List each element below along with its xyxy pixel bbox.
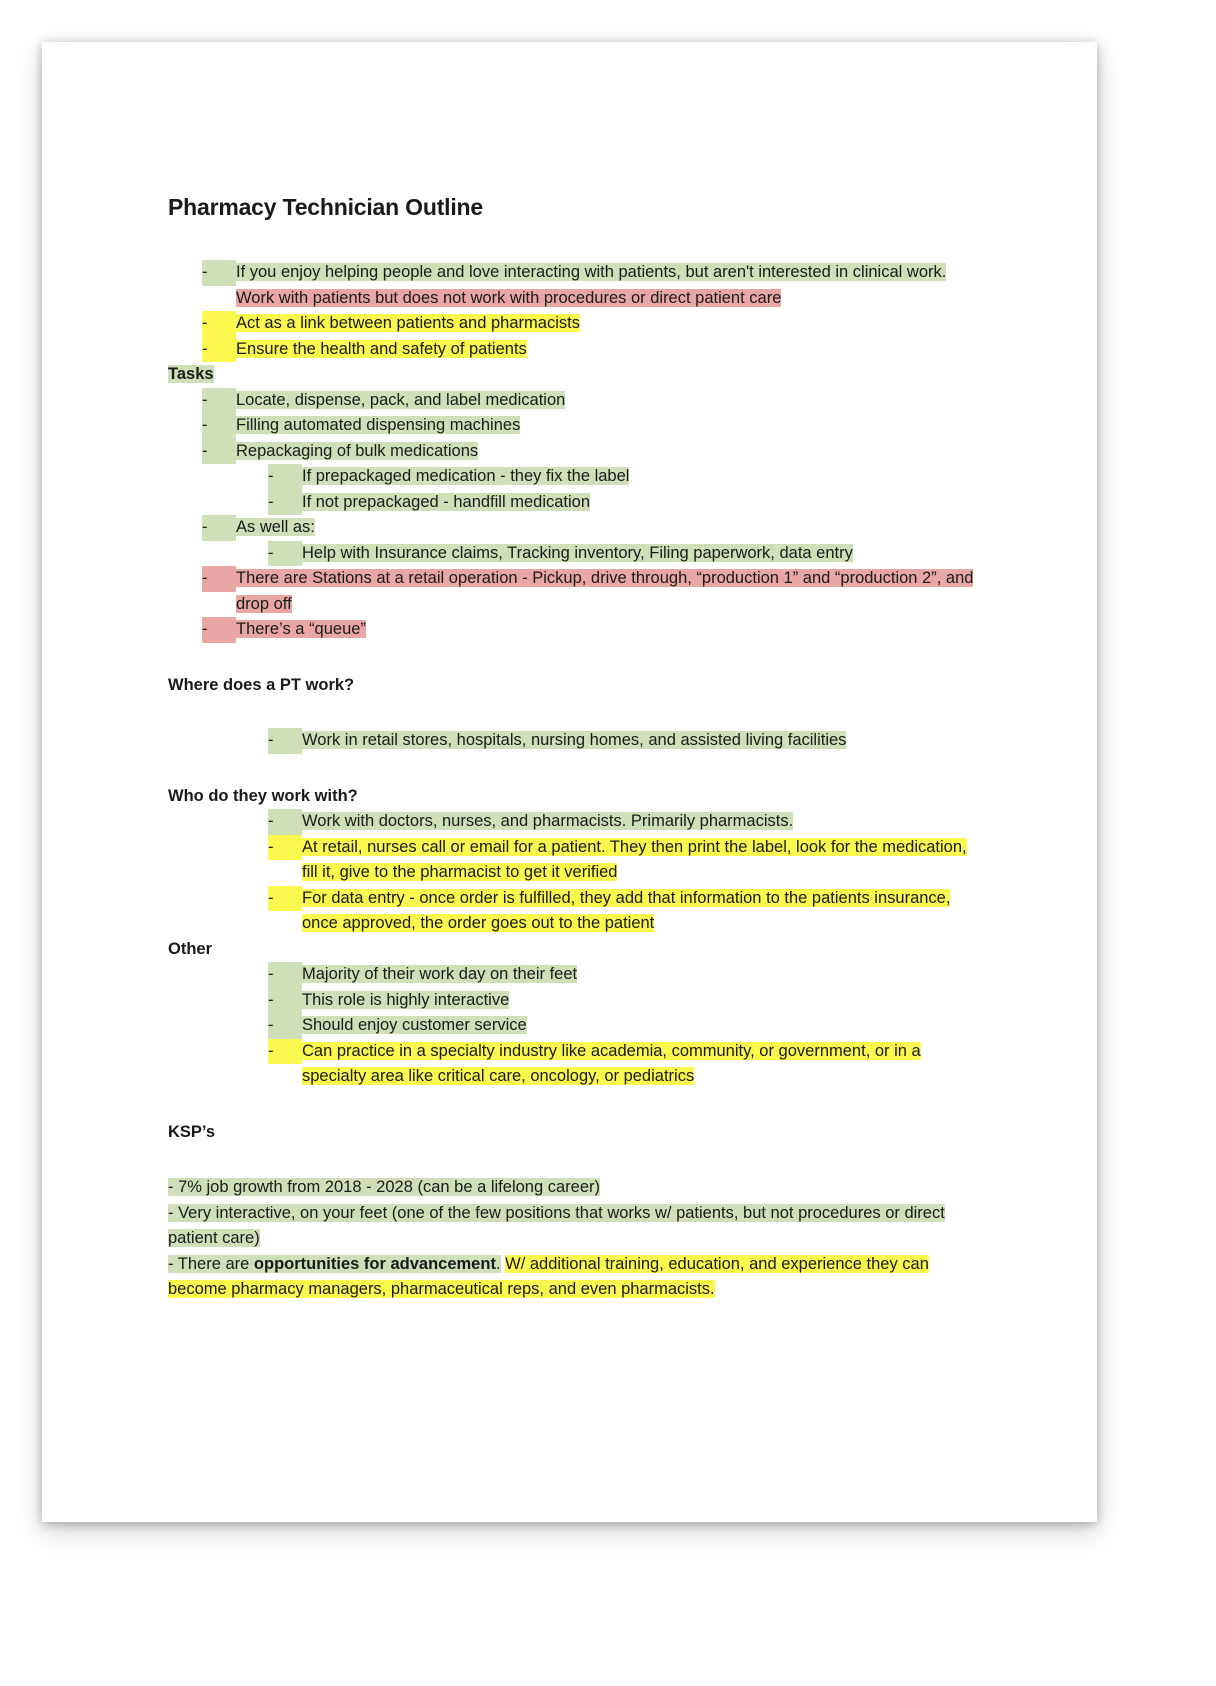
who-bullet-list (168, 809, 978, 937)
list-item-text (302, 1016, 527, 1034)
document-page (42, 42, 1097, 1522)
list-item (202, 413, 978, 439)
list-item-text (236, 416, 520, 434)
document-body (168, 192, 978, 1303)
section-heading-tasks (168, 362, 978, 388)
bullet-list-level-2 (268, 809, 978, 937)
text-run: Ensure the health and safety of patients (236, 339, 527, 358)
list-item (202, 617, 978, 643)
list-item-text (236, 263, 946, 307)
list-item (202, 388, 978, 414)
text-run: Work with patients but does not work with procedures or direct patient care (236, 288, 782, 307)
section-heading-ksp (168, 1120, 978, 1146)
text-run: Filling automated dispensing machines (236, 416, 521, 434)
list-item (268, 988, 978, 1014)
bullet-dash-icon: - (202, 439, 236, 465)
list-item-text (302, 493, 590, 511)
list-item (202, 260, 978, 311)
bullet-list-level-2 (268, 464, 978, 515)
bullet-dash-icon: - (268, 1039, 302, 1065)
text-run: Work in retail stores, hospitals, nursing homes, and assisted living facilities (302, 731, 847, 749)
text-run: If you enjoy helping people and love interacting with patients, but aren't interested in clinical work. (236, 263, 947, 281)
list-item (268, 728, 978, 754)
section-heading-who (168, 784, 978, 810)
section-other (168, 937, 978, 1090)
list-item (268, 464, 978, 490)
text-run: Can practice in a specialty industry like academia, community, or government, or in a specialty area like critical care, oncology, or pediatrics (302, 1041, 921, 1085)
section-where (168, 673, 978, 754)
text-run: At retail, nurses call or email for a patient. They then print the label, look for the medication, fill it, give to the pharmacist to get it verified (302, 837, 967, 881)
text-run: Work with doctors, nurses, and pharmacists. Primarily pharmacists. (302, 812, 794, 830)
list-item (202, 515, 978, 541)
bullet-list-level-2 (268, 541, 978, 567)
text-run: If prepackaged medication - they fix the label (302, 467, 630, 485)
section-heading-other (168, 937, 978, 963)
bullet-list-level-1 (202, 566, 978, 643)
section-heading-ksp-label: KSP’s (168, 1122, 216, 1141)
bullet-dash-icon: - (268, 464, 302, 490)
ksp-paragraph (168, 1201, 978, 1252)
bullet-list-level-2 (268, 962, 978, 1090)
section-heading-where (168, 673, 978, 699)
text-run: Act as a link between patients and pharmacists (236, 314, 580, 332)
intro-bullet-list (202, 260, 978, 362)
text-run: Locate, dispense, pack, and label medication (236, 390, 566, 409)
list-item (268, 1013, 978, 1039)
list-item (202, 337, 978, 363)
text-run: If not prepackaged - handfill medication (302, 492, 591, 511)
bullet-dash-icon: - (268, 1013, 302, 1039)
text-run: - Very interactive, on your feet (one of the few positions that works w/ patients, but not procedures or direct patient care) (168, 1203, 945, 1247)
list-item-text (302, 838, 967, 882)
list-item-text (302, 731, 846, 749)
bullet-dash-icon: - (202, 617, 236, 643)
section-heading-where-label: Where does a PT work? (168, 675, 355, 694)
bullet-dash-icon: - (202, 515, 236, 541)
list-item (268, 490, 978, 516)
text-run: For data entry - once order is fulfilled, they add that information to the patients insurance, once approved, the order goes out to the patient (302, 888, 951, 932)
text-run: W/ additional training, education, and experience they can become pharmacy managers, pharmaceutical reps, and even pharmacists. (168, 1254, 929, 1298)
page-title: Pharmacy Technician Outline (168, 194, 483, 220)
bullet-dash-icon: - (268, 988, 302, 1014)
list-item-text (236, 569, 973, 613)
text-run: Help with Insurance claims, Tracking inventory, Filing paperwork, data entry (302, 543, 853, 562)
list-item (202, 311, 978, 337)
ksp-paragraph (168, 1175, 978, 1201)
list-item-text (236, 314, 580, 332)
document-page-container (42, 42, 1097, 1522)
text-run: - 7% job growth from 2018 - 2028 (can be a lifelong career) (168, 1178, 600, 1196)
bullet-dash-icon: - (202, 413, 236, 439)
bullet-dash-icon: - (268, 809, 302, 835)
section-heading-who-label: Who do they work with? (168, 786, 358, 805)
text-run: . (495, 1254, 501, 1273)
where-bullet-list (168, 728, 978, 754)
list-item-text (236, 518, 315, 536)
bullet-list-level-1 (202, 388, 978, 465)
list-item-text (302, 812, 793, 830)
list-item-text (302, 467, 629, 485)
ksp-paragraphs (168, 1175, 978, 1303)
list-item (268, 809, 978, 835)
list-item (268, 541, 978, 567)
list-item (202, 566, 978, 617)
bullet-list-level-2 (268, 728, 978, 754)
bullet-dash-icon: - (268, 541, 302, 567)
section-heading-other-label: Other (168, 939, 213, 958)
list-item-text (236, 391, 565, 409)
list-item-text (302, 544, 853, 562)
bullet-dash-icon: - (268, 886, 302, 912)
bullet-list-level-1 (202, 515, 978, 541)
list-item (268, 835, 978, 886)
section-tasks (168, 362, 978, 643)
list-item-text (236, 620, 366, 638)
list-item-text (302, 1042, 921, 1086)
bullet-dash-icon: - (268, 728, 302, 754)
bullet-dash-icon: - (202, 311, 236, 337)
list-item (268, 1039, 978, 1090)
bullet-dash-icon: - (202, 260, 236, 286)
text-run: Repackaging of bulk medications (236, 441, 479, 460)
text-run: - There are (168, 1254, 254, 1273)
tasks-bullet-list (168, 388, 978, 643)
ksp-paragraph (168, 1252, 978, 1303)
list-item (268, 962, 978, 988)
text-run: Majority of their work day on their feet (302, 965, 578, 983)
list-item-text (302, 889, 950, 933)
text-run: There’s a “queue” (236, 620, 366, 638)
bullet-dash-icon: - (268, 962, 302, 988)
list-item-text (236, 442, 478, 460)
text-run: As well as: (236, 518, 315, 536)
bullet-dash-icon: - (202, 337, 236, 363)
bullet-dash-icon: - (268, 835, 302, 861)
list-item-text (236, 340, 527, 358)
list-item (268, 886, 978, 937)
bullet-dash-icon: - (202, 566, 236, 592)
other-bullet-list (168, 962, 978, 1090)
list-item-text (302, 965, 577, 983)
text-run: This role is highly interactive (302, 990, 510, 1009)
section-ksp (168, 1120, 978, 1303)
list-item (202, 439, 978, 465)
text-run: Should enjoy customer service (302, 1016, 527, 1034)
list-item-text (302, 991, 509, 1009)
bullet-dash-icon: - (268, 490, 302, 516)
section-heading-tasks-label: Tasks (168, 365, 214, 383)
section-who (168, 784, 978, 937)
text-run: There are Stations at a retail operation - Pickup, drive through, “production 1” and “production 2”, and drop off (236, 569, 974, 613)
text-run: opportunities for advancement (253, 1254, 496, 1273)
bullet-dash-icon: - (202, 388, 236, 414)
